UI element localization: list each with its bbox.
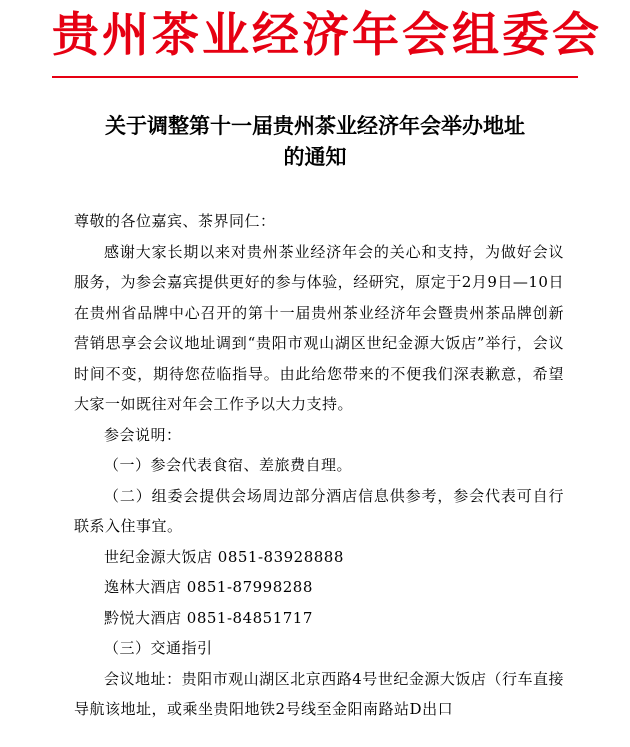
hotel-entry <box>74 542 564 573</box>
hotel-name: 黔悦大酒店 <box>104 608 182 627</box>
main-paragraph: 感谢大家长期以来对贵州茶业经济年会的关心和支持，为做好会议服务，为参会嘉宾提供更好的参与体验，经研究，原定于2月9日—10日在贵州省品牌中心召开的第十一届贵州茶业经济年会暨贵州茶品牌创新营销思享会会议地址调到“贵阳市观山湖区世纪金源大饭店”举行，会议时间不变，期待您莅临指导。由此给您带来的不便我们深表歉意，希望大家一如既往对年会工作予以大力支持。 <box>74 242 564 413</box>
hotel-phone: 0851-84851717 <box>186 608 313 627</box>
notes-heading: 参会说明： <box>104 425 182 444</box>
note-item-2: （二）组委会提供会场周边部分酒店信息供参考，参会代表可自行联系入住事宜。 <box>74 486 564 535</box>
letterhead <box>0 0 630 88</box>
note-item-3: （三）交通指引 <box>104 639 213 657</box>
title-line-1: 关于调整第十一届贵州茶业经济年会举办地址 <box>105 113 525 138</box>
hotel-entry <box>74 603 564 634</box>
note-item-1: （一）参会代表食宿、差旅费自理。 <box>104 456 353 474</box>
hotel-phone: 0851-87998288 <box>186 578 313 596</box>
venue-address: 会议地址：贵阳市观山湖区北京西路4号世纪金源大饭店（行车直接导航该地址，或乘坐贵阳地铁2号线至金阳南路站D出口 <box>74 669 564 718</box>
notice-title <box>40 110 590 172</box>
hotel-phone: 0851-83928888 <box>217 547 344 566</box>
salutation: 尊敬的各位嘉宾、茶界同仁： <box>74 212 276 230</box>
hotel-entry <box>74 572 564 603</box>
organization-name: 贵州茶业经济年会组委会 <box>52 8 602 63</box>
red-divider-line <box>52 76 578 78</box>
notice-body <box>74 206 564 725</box>
hotel-name: 逸林大酒店 <box>104 578 182 596</box>
hotel-name: 世纪金源大饭店 <box>104 547 213 566</box>
title-line-2: 的通知 <box>283 144 347 169</box>
